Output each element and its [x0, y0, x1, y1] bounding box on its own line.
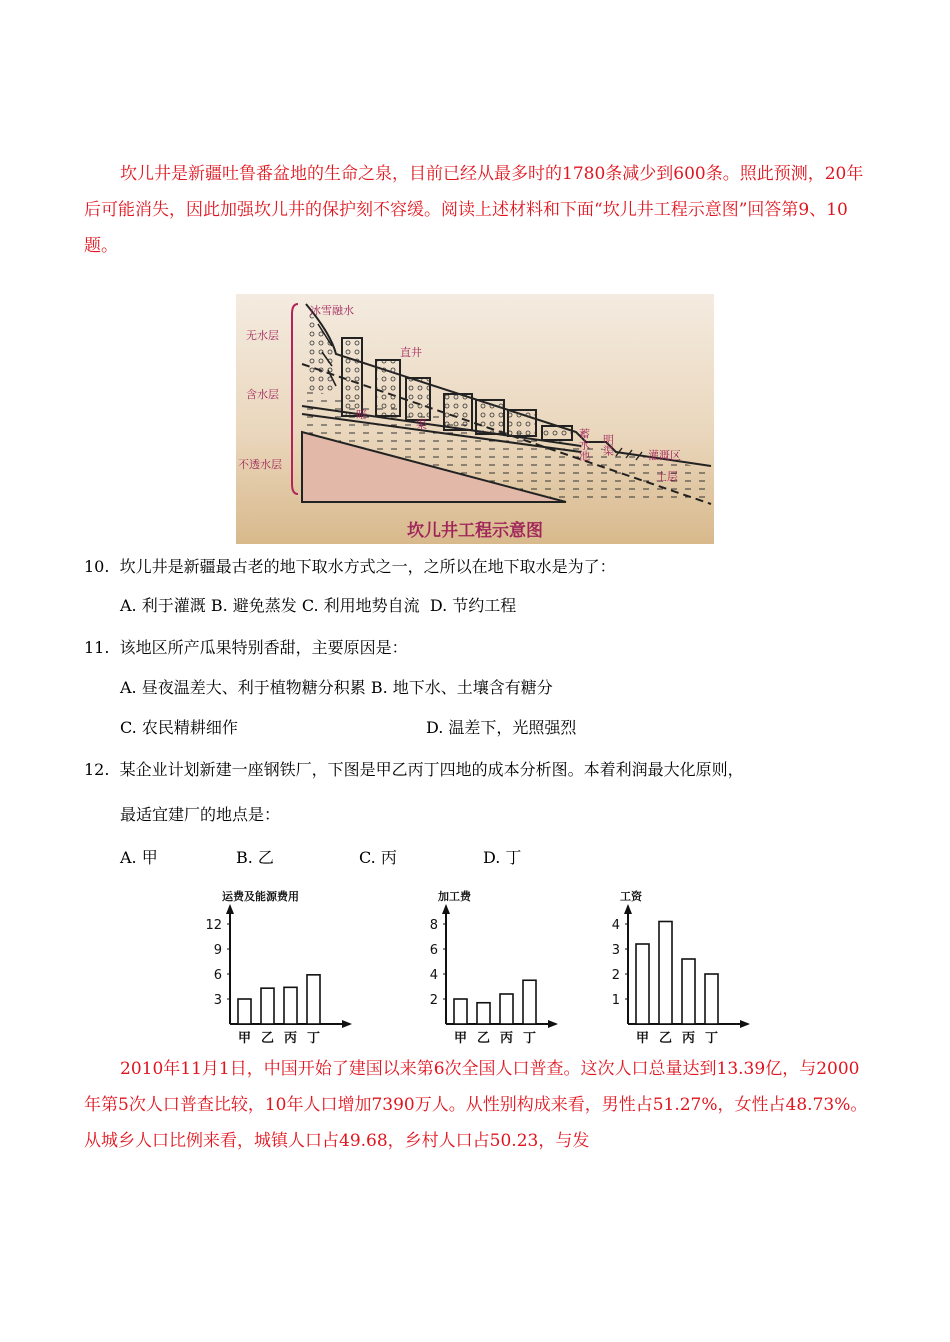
y-tick-label: 2	[611, 968, 620, 983]
label-irrigation: 灌溉区	[648, 449, 681, 462]
y-tick-label: 1	[611, 993, 620, 1008]
chart-transport-energy	[190, 886, 360, 1056]
x-tick-label: 丁	[704, 1031, 719, 1046]
bar	[705, 974, 718, 1024]
bar	[261, 988, 274, 1024]
x-tick-label: 丁	[522, 1031, 537, 1046]
question-12-stem-line2: 最适宜建厂的地点是：	[120, 805, 281, 824]
x-tick-label: 乙	[476, 1031, 491, 1046]
x-axis-arrow	[342, 1020, 352, 1028]
question-12-option-c: C. 丙	[359, 848, 397, 867]
x-tick-label: 甲	[635, 1031, 650, 1046]
x-tick-label: 甲	[237, 1031, 252, 1046]
x-tick-label: 丙	[283, 1031, 298, 1046]
y-axis-arrow	[624, 904, 632, 914]
question-11-option-d: D. 温差下，光照强烈	[426, 718, 577, 737]
passage-2: 2010年11月1日，中国开始了建国以来第6次全国人口普查。这次人口总量达到13.39亿，与2000年第5次人口普查比较，10年人口增加7390万人。从性别构成来看，男性占51.27%，女性占48.73%。从城乡人口比例来看，城镇人口占49.68，乡村人口占50.23，与发	[84, 1059, 868, 1151]
karez-diagram	[236, 294, 714, 544]
x-axis-arrow	[740, 1020, 750, 1028]
shaft-7	[542, 426, 572, 440]
y-tick-label: 12	[205, 918, 222, 933]
bar	[238, 999, 251, 1024]
y-axis-arrow	[442, 904, 450, 914]
layer-label-dry: 无水层	[246, 329, 279, 342]
x-tick-label: 丙	[681, 1031, 696, 1046]
layer-label-impermeable: 不透水层	[238, 458, 282, 471]
y-tick-label: 3	[213, 993, 222, 1008]
bar	[659, 922, 672, 1025]
question-12-stem-line1: 12. 某企业计划新建一座钢铁厂，下图是甲乙丙丁四地的成本分析图。本着利润最大化原则，	[84, 760, 744, 779]
diagram-title: 坎儿井工程示意图	[407, 521, 543, 541]
y-tick-label: 6	[213, 968, 222, 983]
label-channel: 明渠	[601, 434, 615, 456]
bar	[307, 975, 320, 1024]
label-tunnel-1: 暗	[356, 408, 367, 421]
bar	[454, 999, 467, 1024]
shaft-5	[476, 400, 504, 434]
label-shaft: 直井	[400, 346, 422, 359]
x-tick-label: 乙	[260, 1031, 275, 1046]
label-tunnel-2: 渠	[416, 418, 427, 431]
question-10-options: A. 利于灌溉 B. 避免蒸发 C. 利用地势自流 D. 节约工程	[120, 596, 517, 615]
chart-processing-cost	[406, 886, 566, 1056]
question-11-option-c: C. 农民精耕细作	[120, 718, 238, 737]
chart-title: 运费及能源费用	[222, 890, 299, 903]
question-10-stem: 10. 坎儿井是新疆最古老的地下取水方式之一，之所以在地下取水是为了：	[84, 557, 616, 576]
bar	[500, 994, 513, 1024]
question-11-stem: 11. 该地区所产瓜果特别香甜，主要原因是：	[84, 638, 408, 657]
bar	[682, 959, 695, 1024]
x-tick-label: 丙	[499, 1031, 514, 1046]
bar	[636, 944, 649, 1024]
y-tick-label: 9	[213, 943, 222, 958]
layer-label-aquifer: 含水层	[246, 388, 279, 401]
y-axis-arrow	[226, 904, 234, 914]
question-12-option-b: B. 乙	[236, 848, 274, 867]
y-tick-label: 8	[429, 918, 438, 933]
chart-title: 加工费	[438, 890, 471, 903]
label-pool: 蓄水池	[577, 428, 591, 461]
question-12-option-d: D. 丁	[483, 848, 522, 867]
shaft-4	[444, 394, 472, 430]
y-tick-label: 2	[429, 993, 438, 1008]
shaft-2	[376, 360, 400, 416]
x-axis-arrow	[548, 1020, 558, 1028]
y-tick-label: 4	[429, 968, 438, 983]
x-tick-label: 乙	[658, 1031, 673, 1046]
karez-diagram-svg	[236, 294, 714, 544]
passage-1: 坎儿井是新疆吐鲁番盆地的生命之泉，目前已经从最多时的1780条减少到600条。照此预测，20年后可能消失，因此加强坎儿井的保护刻不容缓。阅读上述材料和下面“坎儿井工程示意图”回答第9、10题。	[84, 164, 864, 256]
bar	[284, 987, 297, 1024]
bar	[523, 980, 536, 1024]
y-tick-label: 6	[429, 943, 438, 958]
chart-title: 工资	[620, 890, 642, 903]
bar	[477, 1003, 490, 1024]
question-12-option-a: A. 甲	[120, 848, 158, 867]
x-tick-label: 丁	[306, 1031, 321, 1046]
shaft-3	[406, 378, 430, 420]
chart-wages	[598, 886, 758, 1056]
y-tick-label: 4	[611, 918, 620, 933]
label-snowmelt: 冰雪融水	[310, 304, 354, 317]
question-11-option-a-b: A. 昼夜温差大、利于植物糖分积累 B. 地下水、土壤含有糖分	[120, 678, 553, 697]
shaft-1	[342, 338, 362, 416]
x-tick-label: 甲	[453, 1031, 468, 1046]
y-tick-label: 3	[611, 943, 620, 958]
label-soil: 土层	[656, 470, 678, 483]
shaft-6	[508, 410, 536, 436]
